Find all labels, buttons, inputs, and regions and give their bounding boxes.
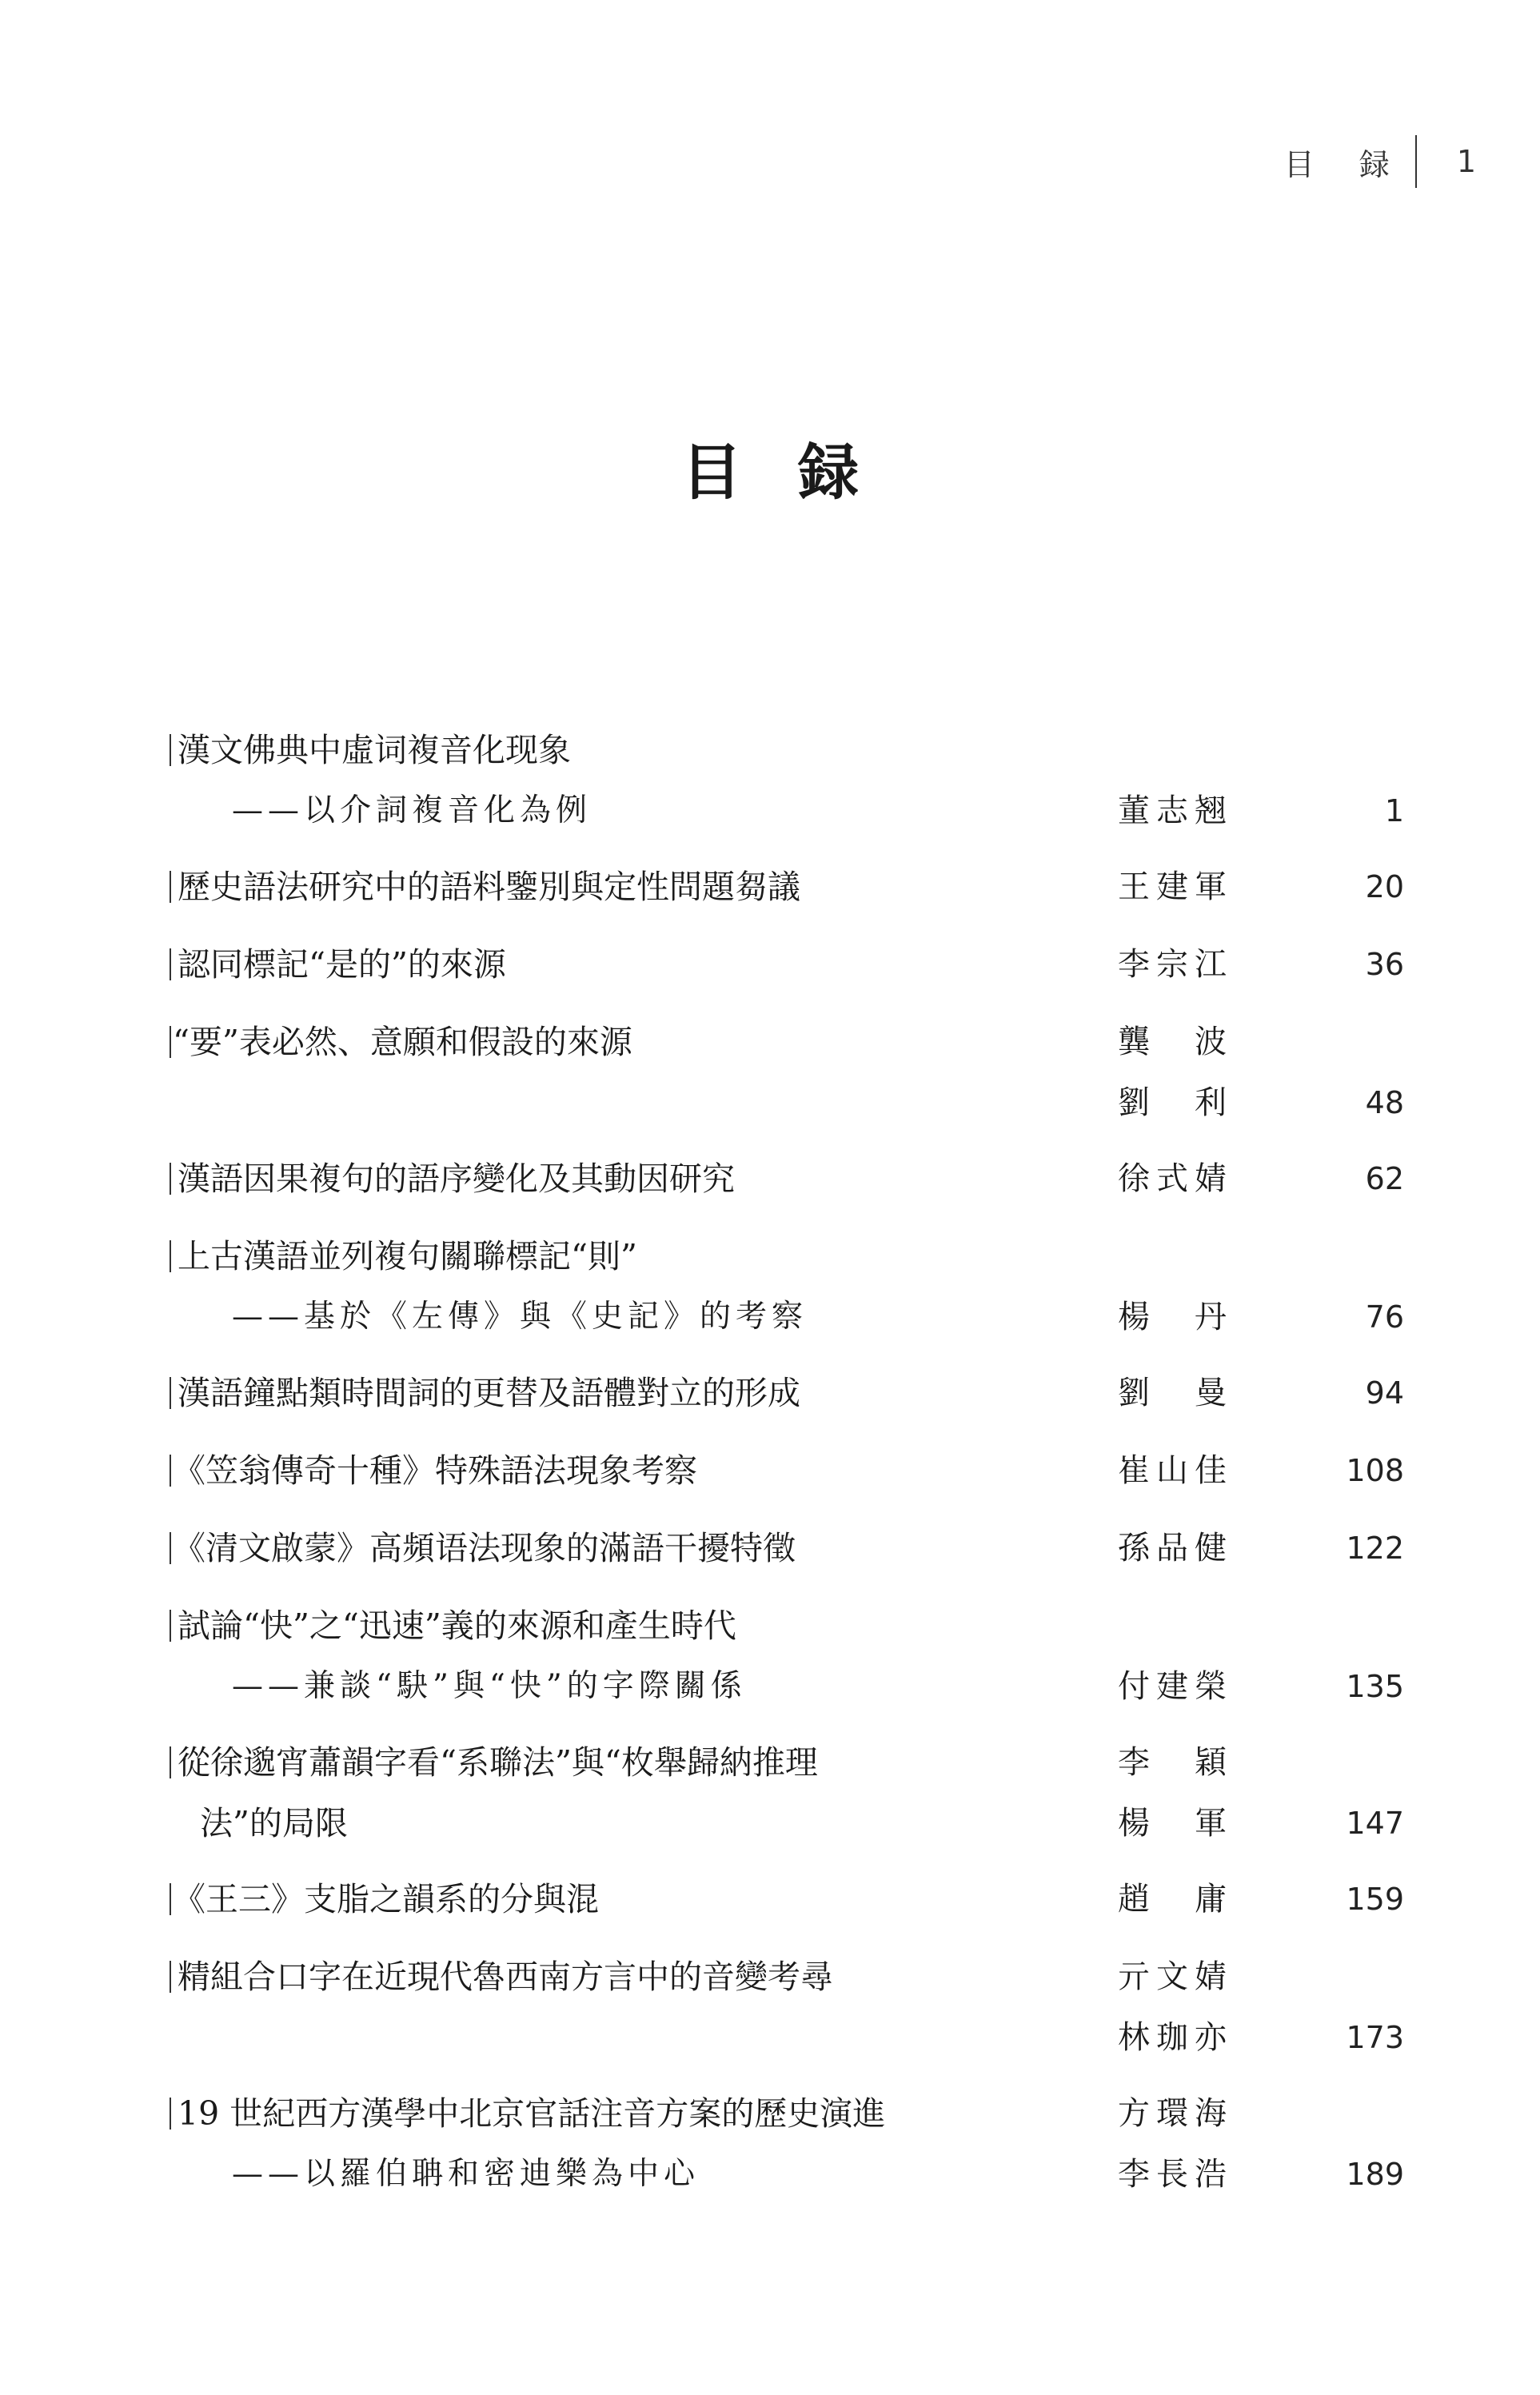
toc-entry[interactable] <box>0 1148 1540 1209</box>
entry-author: 劉 利 <box>1118 1084 1233 1121</box>
entry-title: 漢文佛典中虛词複音化现象 <box>178 720 571 780</box>
entry-title: 試論“快”之“迅速”義的來源和產生時代 <box>178 1595 736 1656</box>
entry-page-number: 1 <box>1384 793 1404 828</box>
entry-author: 付建榮 <box>1118 1668 1233 1705</box>
entry-page-number: 173 <box>1346 2020 1404 2055</box>
toc-entry[interactable] <box>0 1226 1540 1347</box>
entry-title: 歷史語法研究中的語料鑒別與定性問題芻議 <box>178 856 800 917</box>
entry-title: 19 世紀西方漢學中北京官話注音方案的歷史演進 <box>178 2083 885 2144</box>
page-number: 1 <box>1456 144 1476 179</box>
entry-author: 李長浩 <box>1118 2156 1233 2193</box>
entry-title: 《笠翁傳奇十種》特殊語法現象考察 <box>173 1440 697 1501</box>
entry-page-number: 122 <box>1346 1531 1404 1566</box>
entry-author: 孫品健 <box>1118 1530 1233 1567</box>
entry-page-number: 147 <box>1346 1806 1404 1841</box>
entry-page-number: 62 <box>1365 1161 1404 1196</box>
entry-title: 漢語因果複句的語序變化及其動因研究 <box>178 1148 735 1209</box>
entry-author: 楊 丹 <box>1118 1299 1233 1335</box>
entry-author: 李 穎 <box>1118 1744 1233 1781</box>
entry-title: 上古漢語並列複句關聯標記“則” <box>178 1226 637 1287</box>
entry-page-number: 189 <box>1346 2157 1404 2192</box>
entry-author: 楊 軍 <box>1118 1805 1233 1842</box>
running-title: 目 録 <box>1283 146 1407 182</box>
entry-author: 董志翘 <box>1118 792 1233 829</box>
entry-subtitle: ——基於《左傳》與《史記》的考察 <box>232 1299 808 1335</box>
entry-title: 精組合口字在近現代魯西南方言中的音變考尋 <box>178 1946 833 2007</box>
entry-title: 從徐邈宵蕭韻字看“系聯法”與“枚舉歸納推理 <box>178 1732 818 1793</box>
entry-author: 徐式婧 <box>1118 1160 1233 1197</box>
entry-author: 趙 庸 <box>1118 1881 1233 1918</box>
entry-subtitle: ——兼談“駃”與“快”的字際關係 <box>232 1668 747 1704</box>
toc-entry[interactable] <box>0 720 1540 841</box>
entry-author: 龔 波 <box>1118 1024 1233 1060</box>
toc-entry[interactable] <box>0 1732 1540 1854</box>
header-divider <box>1415 135 1417 188</box>
entry-author: 王建軍 <box>1118 868 1233 905</box>
toc-entry[interactable] <box>0 1518 1540 1579</box>
toc-entry[interactable] <box>0 1595 1540 1717</box>
toc-entry[interactable] <box>0 1363 1540 1423</box>
toc-entry[interactable] <box>0 2083 1540 2205</box>
toc-entry[interactable] <box>0 1946 1540 2068</box>
entry-title: 漢語鐘點類時間詞的更替及語體對立的形成 <box>178 1363 800 1423</box>
entry-subtitle: ——以介詞複音化為例 <box>232 792 592 828</box>
entry-author: 崔山佳 <box>1118 1452 1233 1489</box>
toc-entry[interactable] <box>0 856 1540 917</box>
entry-page-number: 76 <box>1365 1299 1404 1335</box>
entry-page-number: 20 <box>1365 869 1404 904</box>
entry-title: 認同標記“是的”的來源 <box>178 934 506 995</box>
running-header <box>1284 138 1476 186</box>
entry-title: 《清文啟蒙》高頻语法现象的滿語干擾特徵 <box>173 1518 796 1579</box>
toc-entry[interactable] <box>0 934 1540 995</box>
entry-title: “要”表必然、意願和假設的來源 <box>173 1012 632 1072</box>
entry-page-number: 135 <box>1346 1669 1404 1704</box>
entry-author: 林珈亦 <box>1118 2019 1233 2056</box>
toc-entry[interactable] <box>0 1440 1540 1501</box>
entry-title: 《王三》支脂之韻系的分與混 <box>173 1869 599 1930</box>
toc-entry[interactable] <box>0 1012 1540 1133</box>
entry-author: 李宗江 <box>1118 946 1233 983</box>
entry-page-number: 159 <box>1346 1882 1404 1917</box>
entry-page-number: 36 <box>1365 947 1404 982</box>
entry-author: 方環海 <box>1118 2095 1233 2132</box>
table-of-contents <box>0 720 1540 2205</box>
toc-entry[interactable] <box>0 1869 1540 1930</box>
entry-author: 劉 曼 <box>1118 1375 1233 1411</box>
entry-page-number: 94 <box>1365 1375 1404 1411</box>
entry-subtitle: ——以羅伯聃和密迪樂為中心 <box>232 2156 700 2192</box>
entry-title-continuation: 法”的局限 <box>200 1804 348 1842</box>
entry-page-number: 48 <box>1365 1085 1404 1120</box>
entry-page-number: 108 <box>1346 1453 1404 1488</box>
page-title: 目録 <box>681 437 915 508</box>
entry-author: 亓文婧 <box>1118 1958 1233 1995</box>
